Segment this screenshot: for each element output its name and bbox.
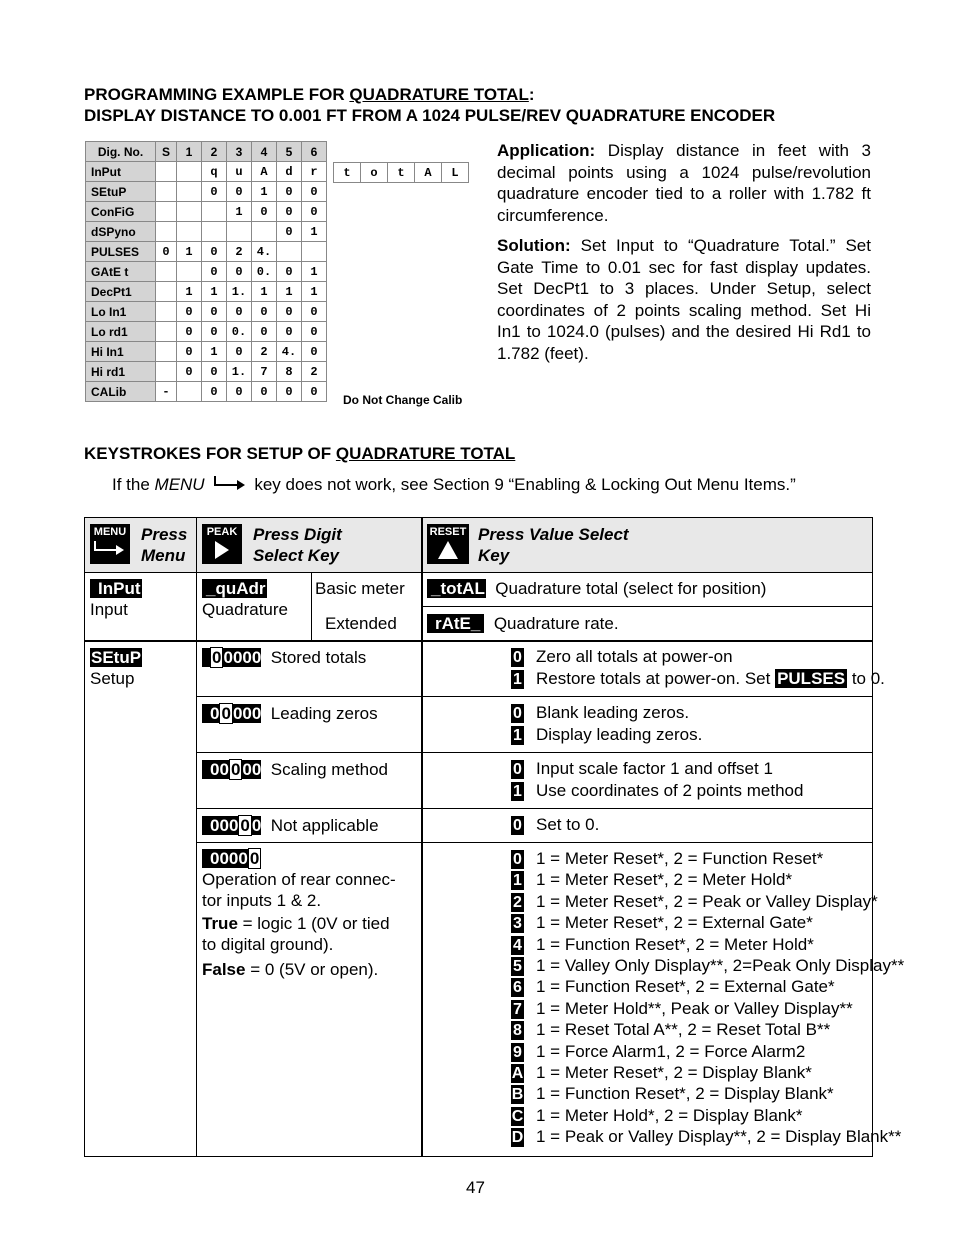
prog-cell: 0 xyxy=(202,242,227,262)
rear-input-option: 8 1 = Reset Total A**, 2 = Reset Total B** xyxy=(511,1020,830,1040)
rear-input-option: 0 1 = Meter Reset*, 2 = Function Reset* xyxy=(511,849,823,869)
peak-key-icon: PEAK xyxy=(202,524,242,564)
prog-cell: 1 xyxy=(302,282,327,302)
prog-row xyxy=(86,382,327,402)
option-digit: 3 xyxy=(511,914,524,933)
option-digit: 6 xyxy=(511,978,524,997)
prog-row xyxy=(86,242,327,262)
option-digit: 0 xyxy=(511,704,524,723)
setup-option: 1 Display leading zeros. xyxy=(511,725,702,745)
prog-row xyxy=(86,262,327,282)
setup-menu: SEtuP Setup xyxy=(90,648,142,688)
prog-row xyxy=(86,282,327,302)
rear-input-option: 1 1 = Meter Reset*, 2 = Meter Hold* xyxy=(511,870,792,890)
option-digit: 9 xyxy=(511,1043,524,1062)
prog-cell: 8 xyxy=(277,362,302,382)
menu-key-note: If the MENU key does not work, see Section 9 “Enabling & Locking Out Menu Items.” xyxy=(112,475,796,494)
keystroke-table xyxy=(84,517,905,1157)
calib-note: Do Not Change Calib xyxy=(343,393,463,407)
rear-input-option: 2 1 = Meter Reset*, 2 = Peak or Valley Display* xyxy=(511,892,878,912)
prog-row xyxy=(86,362,327,382)
prog-cell xyxy=(156,202,177,222)
prog-row xyxy=(86,322,327,342)
option-digit: 0 xyxy=(511,648,524,667)
keystrokes-heading: KEYSTROKES FOR SETUP OF QUADRATURE TOTAL xyxy=(84,444,516,463)
total-box-cell: o xyxy=(361,163,388,183)
input-menu: InPut Input xyxy=(90,579,141,619)
prog-row xyxy=(86,162,327,182)
prog-cell: 0 xyxy=(302,202,327,222)
prog-cell: 1 xyxy=(227,202,252,222)
rate-option: rAtE_ Quadrature rate. xyxy=(427,613,619,634)
prog-cell: 2 xyxy=(227,242,252,262)
prog-cell: 0 xyxy=(177,362,202,382)
prog-cell: 0 xyxy=(252,322,277,342)
option-digit: 1 xyxy=(511,782,524,801)
prog-cell: 0 xyxy=(277,322,302,342)
prog-cell: 0 xyxy=(202,262,227,282)
prog-cell: 0 xyxy=(227,262,252,282)
prog-cell xyxy=(177,202,202,222)
prog-cell: 1. xyxy=(227,362,252,382)
col2-header: Press Digit Select Key xyxy=(253,525,342,565)
option-digit: 1 xyxy=(511,670,524,689)
prog-header-digit: 2 xyxy=(202,142,227,162)
setup-digit-code: 000 0 0 xyxy=(202,815,261,836)
prog-cell: 4. xyxy=(252,242,277,262)
prog-header-digit: 3 xyxy=(227,142,252,162)
option-digit: 0 xyxy=(511,850,524,869)
total-box-cell: t xyxy=(334,163,361,183)
prog-cell: 0 xyxy=(277,382,302,402)
rear-input-option: B 1 = Function Reset*, 2 = Display Blank* xyxy=(511,1084,834,1104)
main-heading-line2: DISPLAY DISTANCE TO 0.001 FT FROM A 1024 PULSE/REV QUADRATURE ENCODER xyxy=(84,106,776,125)
option-digit: 7 xyxy=(511,1000,524,1019)
prog-cell xyxy=(277,242,302,262)
setup-option: 0 Input scale factor 1 and offset 1 xyxy=(511,759,773,779)
prog-cell: 1 xyxy=(302,222,327,242)
prog-row xyxy=(86,202,327,222)
prog-cell xyxy=(156,322,177,342)
prog-row xyxy=(86,222,327,242)
rear-input-option: 6 1 = Function Reset*, 2 = External Gate* xyxy=(511,977,835,997)
prog-cell xyxy=(156,302,177,322)
prog-cell xyxy=(252,222,277,242)
prog-cell: 1 xyxy=(177,282,202,302)
prog-header-digit: 1 xyxy=(177,142,202,162)
prog-cell: q xyxy=(202,162,227,182)
menu-arrow-icon xyxy=(205,474,250,495)
setup-digit-code: 0 0 000 xyxy=(202,703,261,724)
option-digit: C xyxy=(511,1107,524,1125)
prog-cell xyxy=(177,262,202,282)
option-digit: 0 xyxy=(511,816,524,835)
option-digit: A xyxy=(511,1065,524,1082)
prog-cell: 0 xyxy=(227,342,252,362)
prog-cell: 1 xyxy=(252,282,277,302)
prog-cell xyxy=(156,362,177,382)
prog-cell: 1 xyxy=(202,342,227,362)
setup-digit-row: 0 0000 Stored totals xyxy=(202,647,366,668)
option-digit: B xyxy=(511,1086,524,1104)
total-box-cell: L xyxy=(442,163,469,183)
prog-row-label: Lo rd1 xyxy=(86,322,156,342)
rear-input-option: D 1 = Peak or Valley Display**, 2 = Display Blank** xyxy=(511,1127,902,1147)
prog-cell: 2 xyxy=(302,362,327,382)
prog-cell: 2 xyxy=(252,342,277,362)
prog-cell: 0 xyxy=(277,262,302,282)
prog-cell: 4. xyxy=(277,342,302,362)
prog-cell: 0 xyxy=(202,182,227,202)
rear-connector-block: 0000 0 Operation of rear connec- tor inputs 1 & 2. True = logic 1 (0V or tied to digital ground). False = 0 (5V or open). xyxy=(202,849,396,979)
prog-cell: 0 xyxy=(277,302,302,322)
prog-cell xyxy=(156,182,177,202)
setup-option: 1 Use coordinates of 2 points method xyxy=(511,781,803,801)
main-heading-line1: PROGRAMMING EXAMPLE FOR QUADRATURE TOTAL: xyxy=(84,85,535,104)
prog-cell: 0 xyxy=(302,302,327,322)
prog-row-label: SEtuP xyxy=(86,182,156,202)
prog-cell: 0 xyxy=(302,342,327,362)
total-box-cell: t xyxy=(388,163,415,183)
setup-option: 0 Set to 0. xyxy=(511,815,599,835)
prog-cell: 0 xyxy=(252,302,277,322)
setup-digit-row: 0 0 000 Leading zeros xyxy=(202,703,378,724)
prog-row-label: Hi In1 xyxy=(86,342,156,362)
quadrature-option: _quAdr Quadrature xyxy=(202,579,288,619)
prog-cell: 1 xyxy=(177,242,202,262)
prog-row-label: CALib xyxy=(86,382,156,402)
prog-cell xyxy=(177,382,202,402)
option-digit: 1 xyxy=(511,871,524,890)
prog-cell: 0 xyxy=(277,202,302,222)
prog-header-digit: 4 xyxy=(252,142,277,162)
prog-cell: 0 xyxy=(227,382,252,402)
prog-cell: 0. xyxy=(252,262,277,282)
prog-cell: 0 xyxy=(302,322,327,342)
prog-cell: u xyxy=(227,162,252,182)
rear-input-option: 9 1 = Force Alarm1, 2 = Force Alarm2 xyxy=(511,1042,805,1062)
prog-cell: 0 xyxy=(202,382,227,402)
prog-cell xyxy=(156,342,177,362)
page-number: 47 xyxy=(466,1178,485,1197)
rear-input-option: C 1 = Meter Hold*, 2 = Display Blank* xyxy=(511,1105,803,1125)
extended-label: Extended xyxy=(325,614,397,633)
rear-input-option: 3 1 = Meter Reset*, 2 = External Gate* xyxy=(511,913,813,933)
setup-digit-code: 0 0000 xyxy=(202,647,261,668)
option-digit: 2 xyxy=(511,893,524,912)
total-display-box xyxy=(333,162,469,183)
setup-digit-code: 0000 0 xyxy=(202,848,261,869)
prog-cell: 0 xyxy=(252,202,277,222)
rear-input-option: 4 1 = Function Reset*, 2 = Meter Hold* xyxy=(511,935,814,955)
prog-row-label: dSPyno xyxy=(86,222,156,242)
prog-cell: 0 xyxy=(202,362,227,382)
prog-cell xyxy=(202,222,227,242)
option-digit: 1 xyxy=(511,726,524,745)
col3-header: Press Value Select Key xyxy=(478,525,629,565)
option-digit: 4 xyxy=(511,936,524,955)
total-box-cell: A xyxy=(415,163,442,183)
prog-cell: 1 xyxy=(277,282,302,302)
prog-cell: 1 xyxy=(202,282,227,302)
prog-cell xyxy=(156,162,177,182)
prog-row-label: DecPt1 xyxy=(86,282,156,302)
prog-cell: 0 xyxy=(302,382,327,402)
prog-cell xyxy=(302,242,327,262)
prog-row-label: Lo In1 xyxy=(86,302,156,322)
col1-header: Press Menu xyxy=(141,525,188,565)
prog-row-label: InPut xyxy=(86,162,156,182)
setup-digit-row: 00 0 00 Scaling method xyxy=(202,759,388,780)
prog-row-label: GAtE t xyxy=(86,262,156,282)
prog-cell xyxy=(156,222,177,242)
prog-cell: 0 xyxy=(302,182,327,202)
prog-row-label: ConFiG xyxy=(86,202,156,222)
option-digit: 0 xyxy=(511,760,524,779)
total-option: _totAL Quadrature total (select for position) xyxy=(427,578,766,599)
prog-row xyxy=(86,182,327,202)
prog-cell xyxy=(202,202,227,222)
prog-header-digit: S xyxy=(156,142,177,162)
prog-cell xyxy=(177,162,202,182)
option-digit: 8 xyxy=(511,1021,524,1040)
prog-cell xyxy=(177,222,202,242)
prog-cell: 0 xyxy=(177,302,202,322)
prog-cell: 1. xyxy=(227,282,252,302)
prog-cell: - xyxy=(156,382,177,402)
prog-cell: A xyxy=(252,162,277,182)
prog-cell: 0 xyxy=(202,302,227,322)
option-digit: D xyxy=(511,1129,524,1147)
basic-meter-label: Basic meter xyxy=(315,579,405,598)
prog-cell: 0 xyxy=(277,222,302,242)
prog-cell: 0 xyxy=(156,242,177,262)
prog-cell: 0 xyxy=(177,342,202,362)
prog-cell: d xyxy=(277,162,302,182)
prog-row xyxy=(86,342,327,362)
prog-cell: 0 xyxy=(177,322,202,342)
prog-cell xyxy=(156,282,177,302)
pulses-code: PULSES xyxy=(777,668,846,688)
setup-digit-row: 000 0 0 Not applicable xyxy=(202,815,379,836)
prog-cell: 1 xyxy=(302,262,327,282)
reset-key-icon: RESET xyxy=(427,524,469,564)
menu-key-icon: MENU xyxy=(90,524,130,564)
prog-cell xyxy=(177,182,202,202)
prog-row xyxy=(86,302,327,322)
prog-cell: 1 xyxy=(252,182,277,202)
prog-header-digit: 5 xyxy=(277,142,302,162)
prog-cell: r xyxy=(302,162,327,182)
prog-cell xyxy=(156,262,177,282)
setup-digit-code: 00 0 00 xyxy=(202,759,261,780)
application-paragraph: Application: Display distance in feet with 3 decimal points using a 1024 pulse/revolution quadrature encoder tied to a roller with 1.782 ft circumference. xyxy=(497,141,871,225)
prog-header-label: Dig. No. xyxy=(86,142,156,162)
rear-input-option: A 1 = Meter Reset*, 2 = Display Blank* xyxy=(511,1063,812,1082)
prog-row-label: PULSES xyxy=(86,242,156,262)
prog-cell: 0 xyxy=(227,182,252,202)
prog-row-label: Hi rd1 xyxy=(86,362,156,382)
setup-option: 0 Blank leading zeros. xyxy=(511,703,689,723)
rear-input-option: 5 1 = Valley Only Display**, 2=Peak Only Display** xyxy=(511,956,904,976)
programming-table xyxy=(85,141,327,402)
prog-cell xyxy=(227,222,252,242)
setup-option: 0 Zero all totals at power-on xyxy=(511,647,733,667)
rear-input-option: 7 1 = Meter Hold**, Peak or Valley Display** xyxy=(511,999,853,1019)
prog-cell: 0 xyxy=(277,182,302,202)
solution-paragraph: Solution: Set Input to “Quadrature Total.” Set Gate Time to 0.01 sec for fast display updates. Set DecPt1 to 3 places. Under Setup, select coordinates of 2 points scaling method. Set Hi In1 to 1024.0 (pulses) and the desired Hi Rd1 to 1.782 (feet). xyxy=(497,236,871,363)
prog-cell: 0 xyxy=(202,322,227,342)
prog-header-digit: 6 xyxy=(302,142,327,162)
prog-cell: 0 xyxy=(252,382,277,402)
prog-cell: 0 xyxy=(227,302,252,322)
setup-option: 1 Restore totals at power-on. Set PULSES to 0. xyxy=(511,669,885,689)
prog-cell: 0. xyxy=(227,322,252,342)
option-digit: 5 xyxy=(511,957,524,976)
prog-cell: 7 xyxy=(252,362,277,382)
